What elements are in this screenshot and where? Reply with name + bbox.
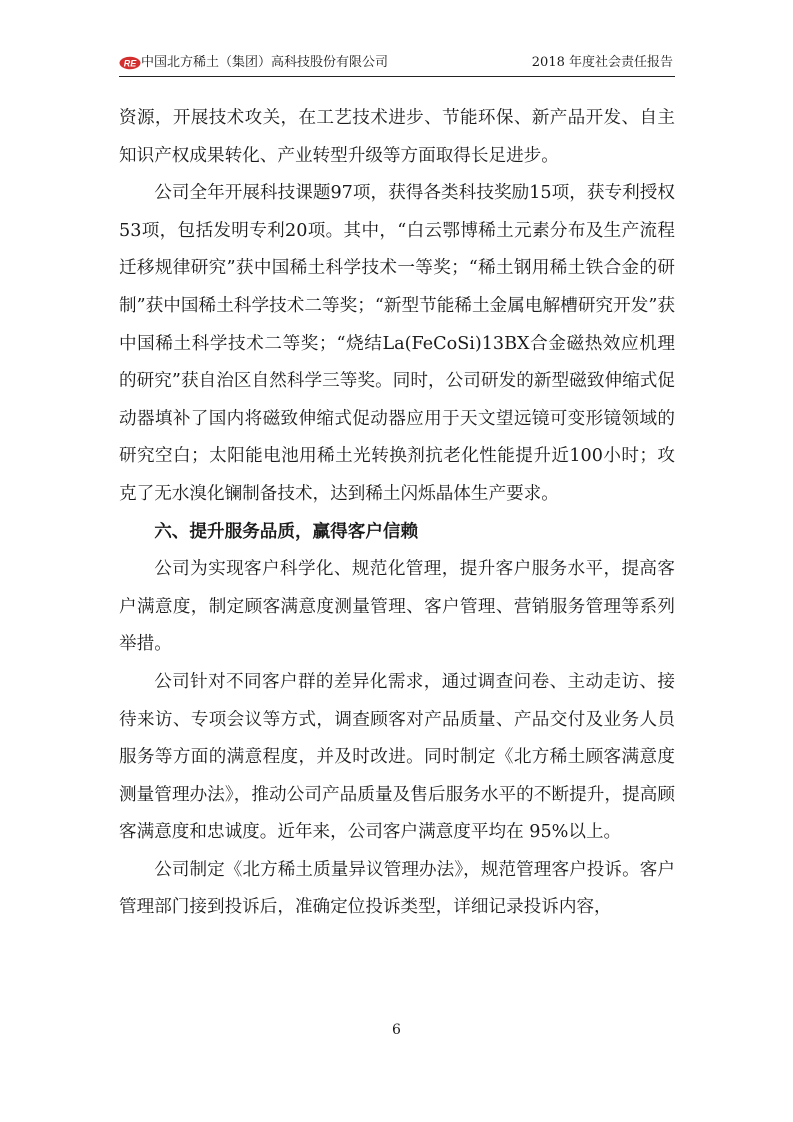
paragraph: 公司针对不同客户群的差异化需求，通过调查问卷、主动走访、接待来访、专项会议等方式，调查顾客对产品质量、产品交付及业务人员服务等方面的满意程度，并及时改进。同时制定《北方稀土顾客满意度测量管理办法》，推动公司产品质量及售后服务水平的不断提升，提高顾客满意度和忠诚度。近年来，公司客户满意度平均在 95%以上。	[119, 671, 675, 843]
paragraph: 公司为实现客户科学化、规范化管理，提升客户服务水平，提高客户满意度，制定顾客满意度测量管理、客户管理、营销服务管理等系列举措。	[119, 559, 675, 655]
paragraph: 公司全年开展科技课题97项，获得各类科技奖励15项，获专利授权53项，包括发明专利20项。其中，“白云鄂博稀土元素分布及生产流程迁移规律研究”获中国稀土科学技术一等奖；“稀土钢用稀土铁合金的研制”获中国稀土科学技术二等奖；“新型节能稀土金属电解槽研究开发”获中国稀土科学技术二等奖；“烧结La(FeCoSi)13BX合金磁热效应机理的研究”获自治区自然科学三等奖。同时，公司研发的新型磁致伸缩式促动器填补了国内将磁致伸缩式促动器应用于天文望远镜可变形镜领域的研究空白；太阳能电池用稀土光转换剂抗老化性能提升近100小时；攻克了无水溴化镧制备技术，达到稀土闪烁晶体生产要求。	[119, 183, 675, 504]
paragraph: 资源，开展技术攻关，在工艺技术进步、节能环保、新产品开发、自主知识产权成果转化、产业转型升级等方面取得长足进步。	[119, 108, 675, 166]
page-number: 6	[392, 1022, 401, 1038]
company-logo-icon	[119, 56, 141, 70]
page-body	[119, 100, 675, 927]
company-name: 中国北方稀土（集团）高科技股份有限公司	[141, 55, 389, 70]
svg-text:RE: RE	[123, 58, 137, 69]
paragraph: 公司制定《北方稀土质量异议管理办法》，规范管理客户投诉。客户管理部门接到投诉后，准确定位投诉类型，详细记录投诉内容，	[119, 859, 675, 918]
report-title: 2018 年度社会责任报告	[531, 55, 673, 70]
section-heading: 六、提升服务品质，赢得客户信赖	[154, 521, 419, 542]
page-header	[119, 52, 675, 77]
